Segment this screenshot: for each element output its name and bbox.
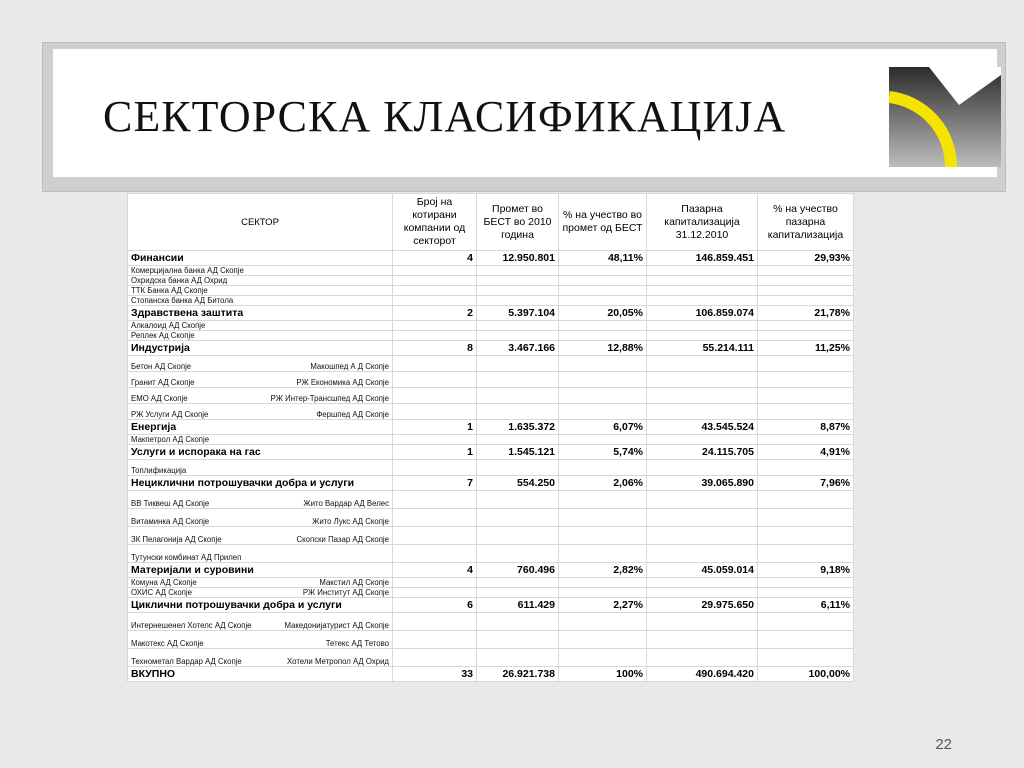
empty-cell [758, 545, 854, 563]
empty-cell [393, 266, 477, 276]
empty-cell [559, 404, 647, 420]
market-cap-percent: 29,93% [758, 251, 854, 266]
sector-name: Енергија [128, 420, 393, 435]
empty-cell [393, 613, 477, 631]
empty-cell [758, 588, 854, 598]
empty-cell [477, 491, 559, 509]
company-row [128, 509, 854, 527]
company-name: Макотекс АД Скопје [131, 639, 204, 648]
empty-cell [647, 321, 758, 331]
sector-name: Индустрија [128, 341, 393, 356]
company-name: РЖ Услуги АД Скопје [131, 410, 209, 419]
empty-cell [393, 509, 477, 527]
company-name: Комерцијална банка АД Скопје [131, 266, 244, 275]
company-cell [128, 321, 393, 331]
sector-row [128, 420, 854, 435]
company-count: 2 [393, 306, 477, 321]
company-cell [128, 331, 393, 341]
empty-cell [758, 527, 854, 545]
company-pair [131, 553, 389, 562]
company-logo-icon [889, 67, 1001, 167]
empty-cell [477, 613, 559, 631]
company-count: 7 [393, 476, 477, 491]
empty-cell [559, 356, 647, 372]
turnover-percent: 12,88% [559, 341, 647, 356]
turnover-value: 3.467.166 [477, 341, 559, 356]
empty-cell [758, 578, 854, 588]
empty-cell [647, 435, 758, 445]
page-number: 22 [935, 736, 952, 753]
empty-cell [758, 276, 854, 286]
empty-cell [477, 545, 559, 563]
empty-cell [758, 435, 854, 445]
market-cap-value: 24.115.705 [647, 445, 758, 460]
company-pair [131, 296, 389, 305]
empty-cell [559, 545, 647, 563]
empty-cell [647, 578, 758, 588]
company-cell [128, 649, 393, 667]
company-name: ВВ Тиквеш АД Скопје [131, 499, 210, 508]
empty-cell [477, 266, 559, 276]
company-count: 6 [393, 598, 477, 613]
empty-cell [758, 331, 854, 341]
company-pair [131, 535, 389, 544]
empty-cell [647, 545, 758, 563]
company-row [128, 435, 854, 445]
empty-cell [559, 588, 647, 598]
empty-cell [477, 588, 559, 598]
company-row [128, 527, 854, 545]
empty-cell [647, 404, 758, 420]
empty-cell [559, 296, 647, 306]
empty-cell [758, 286, 854, 296]
market-cap-value: 43.545.524 [647, 420, 758, 435]
empty-cell [559, 460, 647, 476]
company-row [128, 321, 854, 331]
empty-cell [758, 266, 854, 276]
company-row [128, 286, 854, 296]
total-market-cap: 490.694.420 [647, 667, 758, 682]
company-row [128, 404, 854, 420]
sector-row [128, 476, 854, 491]
header-turnover: Промет во БЕСТ во 2010 година [477, 194, 559, 251]
turnover-value: 611.429 [477, 598, 559, 613]
market-cap-percent: 6,11% [758, 598, 854, 613]
sector-row [128, 563, 854, 578]
market-cap-value: 146.859.451 [647, 251, 758, 266]
empty-cell [559, 388, 647, 404]
company-pair [131, 378, 389, 387]
turnover-value: 1.635.372 [477, 420, 559, 435]
empty-cell [559, 613, 647, 631]
company-name: РЖ Интер-Трансшпед АД Скопје [270, 394, 389, 403]
empty-cell [758, 356, 854, 372]
empty-cell [647, 356, 758, 372]
empty-cell [758, 321, 854, 331]
empty-cell [647, 491, 758, 509]
company-name: Технометал Вардар АД Скопје [131, 657, 242, 666]
total-turnover-percent: 100% [559, 667, 647, 682]
company-pair [131, 517, 389, 526]
empty-cell [477, 296, 559, 306]
empty-cell [393, 578, 477, 588]
sector-name: Услуги и испорака на гас [128, 445, 393, 460]
empty-cell [758, 509, 854, 527]
turnover-percent: 6,07% [559, 420, 647, 435]
table-body [128, 251, 854, 682]
empty-cell [758, 631, 854, 649]
company-cell [128, 435, 393, 445]
empty-cell [647, 649, 758, 667]
empty-cell [758, 372, 854, 388]
company-cell [128, 276, 393, 286]
market-cap-percent: 9,18% [758, 563, 854, 578]
market-cap-value: 45.059.014 [647, 563, 758, 578]
header-sector: СЕКТОР [128, 194, 393, 251]
empty-cell [393, 372, 477, 388]
empty-cell [559, 435, 647, 445]
turnover-percent: 48,11% [559, 251, 647, 266]
empty-cell [393, 631, 477, 649]
market-cap-percent: 4,91% [758, 445, 854, 460]
company-name: Алкалоид АД Скопје [131, 321, 206, 330]
sector-row [128, 598, 854, 613]
company-cell [128, 613, 393, 631]
company-name: Макошпед А Д Скопје [310, 362, 389, 371]
empty-cell [647, 296, 758, 306]
company-name: Витаминка АД Скопје [131, 517, 210, 526]
empty-cell [477, 631, 559, 649]
empty-cell [647, 276, 758, 286]
empty-cell [393, 356, 477, 372]
company-row [128, 545, 854, 563]
company-name: Стопанска банка АД Битола [131, 296, 234, 305]
empty-cell [477, 276, 559, 286]
turnover-value: 12.950.801 [477, 251, 559, 266]
company-name: Бетон АД Скопје [131, 362, 192, 371]
empty-cell [393, 588, 477, 598]
company-count: 1 [393, 445, 477, 460]
empty-cell [758, 388, 854, 404]
empty-cell [758, 296, 854, 306]
total-turnover: 26.921.738 [477, 667, 559, 682]
company-cell [128, 296, 393, 306]
empty-cell [477, 649, 559, 667]
empty-cell [393, 527, 477, 545]
sector-name: Материјали и суровини [128, 563, 393, 578]
market-cap-value: 29.975.650 [647, 598, 758, 613]
empty-cell [477, 527, 559, 545]
sector-name: Нециклични потрошувачки добра и услуги [128, 476, 393, 491]
company-count: 4 [393, 251, 477, 266]
company-name: Тутунски комбинат АД Прилеп [131, 553, 242, 562]
company-cell [128, 356, 393, 372]
company-row [128, 578, 854, 588]
company-name: Жито Вардар АД Велес [303, 499, 389, 508]
turnover-percent: 5,74% [559, 445, 647, 460]
empty-cell [393, 404, 477, 420]
sector-name: Здравствена заштита [128, 306, 393, 321]
empty-cell [393, 321, 477, 331]
company-name: РЖ Економика АД Скопје [296, 378, 389, 387]
sector-row [128, 251, 854, 266]
title-frame [42, 42, 1006, 192]
market-cap-percent: 8,87% [758, 420, 854, 435]
empty-cell [758, 613, 854, 631]
company-cell [128, 527, 393, 545]
company-name: Македонијатурист АД Скопје [284, 621, 389, 630]
company-row [128, 491, 854, 509]
empty-cell [477, 404, 559, 420]
company-cell [128, 491, 393, 509]
company-cell [128, 286, 393, 296]
company-cell [128, 460, 393, 476]
company-cell [128, 372, 393, 388]
company-name: Комуна АД Скопје [131, 578, 197, 587]
company-name: Реплек Ад Скопје [131, 331, 195, 340]
company-row [128, 266, 854, 276]
sector-name: Финансии [128, 251, 393, 266]
company-pair [131, 621, 389, 630]
company-pair [131, 266, 389, 275]
company-pair [131, 410, 389, 419]
header-market-cap-pct: % на учество пазарна капитализација [758, 194, 854, 251]
company-pair [131, 321, 389, 330]
empty-cell [647, 286, 758, 296]
turnover-value: 5.397.104 [477, 306, 559, 321]
company-pair [131, 286, 389, 295]
company-count: 8 [393, 341, 477, 356]
company-pair [131, 331, 389, 340]
empty-cell [647, 460, 758, 476]
company-pair [131, 435, 389, 444]
empty-cell [647, 266, 758, 276]
company-name: Охридска банка АД Охрид [131, 276, 228, 285]
company-name: ЕМО АД Скопје [131, 394, 188, 403]
market-cap-value: 39.065.890 [647, 476, 758, 491]
turnover-value: 760.496 [477, 563, 559, 578]
company-name: РЖ Институт АД Скопје [302, 588, 389, 597]
header-count: Број на котирани компании од секторот [393, 194, 477, 251]
turnover-percent: 2,06% [559, 476, 647, 491]
company-pair [131, 466, 389, 475]
company-row [128, 331, 854, 341]
header-turnover-pct: % на учество во промет од БЕСТ [559, 194, 647, 251]
company-name: Хотели Метропол АД Охрид [287, 657, 389, 666]
company-pair [131, 588, 389, 597]
empty-cell [559, 372, 647, 388]
market-cap-value: 106.859.074 [647, 306, 758, 321]
empty-cell [758, 404, 854, 420]
company-pair [131, 276, 389, 285]
company-name: ЗК Пелагонија АД Скопје [131, 535, 222, 544]
empty-cell [559, 276, 647, 286]
empty-cell [758, 460, 854, 476]
empty-cell [559, 527, 647, 545]
company-row [128, 649, 854, 667]
company-name: Топлификација [131, 466, 187, 475]
company-cell [128, 404, 393, 420]
company-cell [128, 631, 393, 649]
empty-cell [393, 491, 477, 509]
market-cap-percent: 21,78% [758, 306, 854, 321]
company-name: Фершпед АД Скопје [316, 410, 389, 419]
empty-cell [393, 435, 477, 445]
sector-row [128, 445, 854, 460]
empty-cell [758, 649, 854, 667]
empty-cell [477, 435, 559, 445]
turnover-percent: 2,27% [559, 598, 647, 613]
company-cell [128, 578, 393, 588]
sector-row [128, 341, 854, 356]
empty-cell [393, 388, 477, 404]
empty-cell [393, 331, 477, 341]
turnover-value: 1.545.121 [477, 445, 559, 460]
company-row [128, 372, 854, 388]
total-count: 33 [393, 667, 477, 682]
empty-cell [559, 321, 647, 331]
empty-cell [393, 460, 477, 476]
empty-cell [393, 276, 477, 286]
company-pair [131, 499, 389, 508]
empty-cell [647, 613, 758, 631]
company-count: 1 [393, 420, 477, 435]
empty-cell [477, 331, 559, 341]
company-cell [128, 266, 393, 276]
empty-cell [559, 649, 647, 667]
empty-cell [477, 509, 559, 527]
empty-cell [559, 509, 647, 527]
company-name: Скопски Пазар АД Скопје [296, 535, 389, 544]
empty-cell [477, 372, 559, 388]
company-name: Тетекс АД Тетово [325, 639, 389, 648]
market-cap-value: 55.214.111 [647, 341, 758, 356]
empty-cell [393, 545, 477, 563]
turnover-value: 554.250 [477, 476, 559, 491]
company-name: Макстил АД Скопје [319, 578, 389, 587]
company-row [128, 296, 854, 306]
total-row [128, 667, 854, 682]
empty-cell [477, 286, 559, 296]
empty-cell [393, 649, 477, 667]
empty-cell [647, 631, 758, 649]
company-pair [131, 578, 389, 587]
company-row [128, 613, 854, 631]
empty-cell [647, 331, 758, 341]
sector-name: Циклични потрошувачки добра и услуги [128, 598, 393, 613]
company-cell [128, 388, 393, 404]
company-pair [131, 362, 389, 371]
empty-cell [647, 527, 758, 545]
empty-cell [477, 356, 559, 372]
market-cap-percent: 7,96% [758, 476, 854, 491]
empty-cell [758, 491, 854, 509]
empty-cell [559, 578, 647, 588]
empty-cell [559, 331, 647, 341]
empty-cell [393, 286, 477, 296]
market-cap-percent: 11,25% [758, 341, 854, 356]
empty-cell [477, 321, 559, 331]
company-pair [131, 657, 389, 666]
sector-table [127, 193, 854, 682]
empty-cell [477, 460, 559, 476]
empty-cell [647, 372, 758, 388]
table-header-row [128, 194, 854, 251]
company-row [128, 276, 854, 286]
company-name: Интернешенел Хотелс АД Скопје [131, 621, 252, 630]
company-cell [128, 588, 393, 598]
company-cell [128, 509, 393, 527]
company-name: Макпетрол АД Скопје [131, 435, 210, 444]
company-name: ОХИС АД Скопје [131, 588, 192, 597]
empty-cell [647, 509, 758, 527]
title-panel [53, 49, 997, 177]
company-cell [128, 545, 393, 563]
company-count: 4 [393, 563, 477, 578]
empty-cell [559, 631, 647, 649]
sector-row [128, 306, 854, 321]
empty-cell [559, 266, 647, 276]
empty-cell [393, 296, 477, 306]
header-market-cap: Пазарна капитализација 31.12.2010 [647, 194, 758, 251]
empty-cell [647, 588, 758, 598]
company-row [128, 460, 854, 476]
turnover-percent: 20,05% [559, 306, 647, 321]
company-pair [131, 639, 389, 648]
turnover-percent: 2,82% [559, 563, 647, 578]
company-pair [131, 394, 389, 403]
slide-title: СЕКТОРСКА КЛАСИФИКАЦИЈА [103, 92, 787, 141]
company-name: ТТК Банка АД Скопје [131, 286, 208, 295]
slide [12, 12, 1014, 768]
total-market-cap-percent: 100,00% [758, 667, 854, 682]
empty-cell [477, 578, 559, 588]
empty-cell [647, 388, 758, 404]
total-label: ВКУПНО [128, 667, 393, 682]
empty-cell [559, 286, 647, 296]
company-row [128, 631, 854, 649]
empty-cell [477, 388, 559, 404]
company-name: Жито Лукс АД Скопје [312, 517, 389, 526]
company-name: Гранит АД Скопје [131, 378, 195, 387]
company-row [128, 588, 854, 598]
company-row [128, 356, 854, 372]
empty-cell [559, 491, 647, 509]
company-row [128, 388, 854, 404]
